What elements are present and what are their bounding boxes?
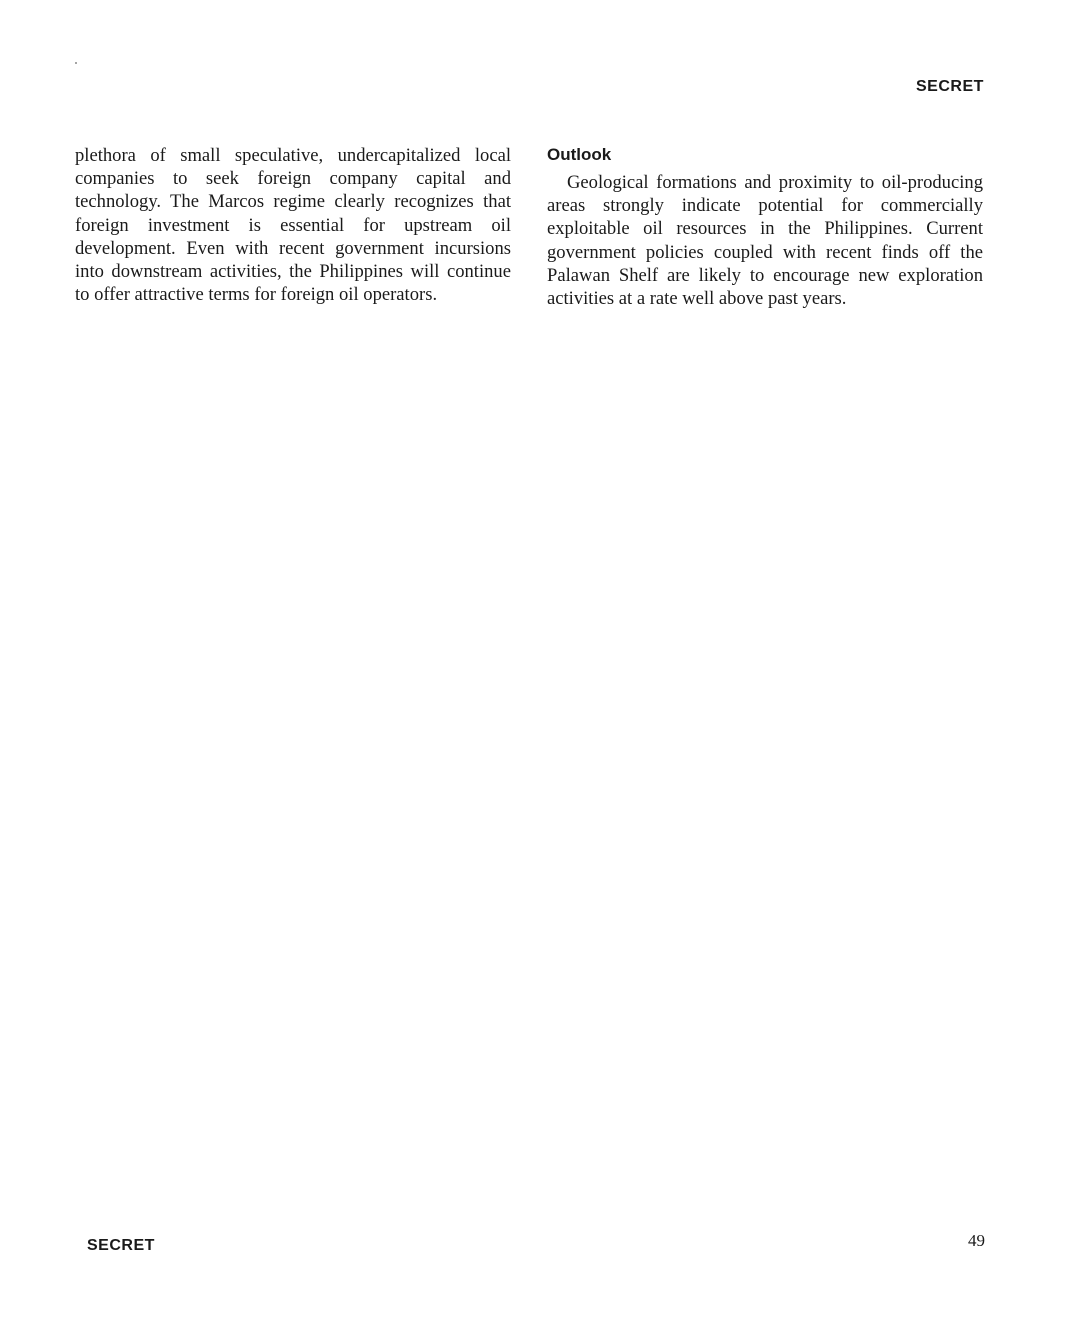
left-column: [75, 144, 511, 306]
right-column: [547, 144, 983, 310]
section-heading-outlook: Outlook: [547, 145, 612, 164]
scan-speck: [75, 62, 77, 64]
left-column-paragraph: plethora of small speculative, undercapitalized local companies to seek foreign company capital and technology. The Marcos regime clearly recognizes that foreign investment is essential for upstream oil development. Even with recent government incursions into downstream activities, the Philippines will continue to offer attractive terms for foreign oil operators.: [75, 145, 511, 306]
page-number: 49: [968, 1231, 985, 1250]
header-classification-marking: SECRET: [916, 78, 984, 95]
footer-classification-marking: SECRET: [87, 1237, 155, 1254]
outlook-paragraph: Geological formations and proximity to oil-producing areas strongly indicate potential for commercially exploitable oil resources in the Philippines. Current government policies coupled with recent finds off the Palawan Shelf are likely to encourage new exploration activities at a rate well above past years.: [547, 172, 983, 310]
